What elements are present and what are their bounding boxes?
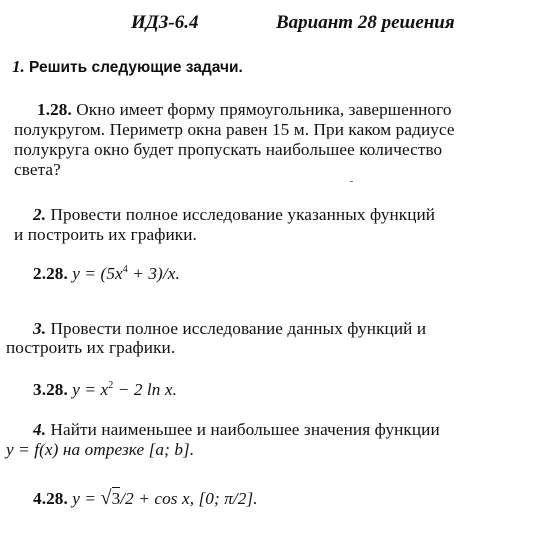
problem-1-28-line-1 [37,100,452,120]
problem-4-28-formula-right: /2 + cos x, [0; π/2]. [120,489,258,508]
task3-line-1 [33,319,426,339]
task1-heading-text: Решить следующие задачи. [29,59,243,76]
problem-3-28-formula-right: − 2 ln x. [113,380,178,399]
document-title: ИДЗ-6.4 [131,12,199,33]
task2-line-2: и построить их графики. [14,225,197,244]
problem-3-28-formula-left: y = x [72,380,109,399]
problem-1-28-line-2: полукругом. Периметр окна равен 15 м. При каком радиусе [14,120,455,139]
problem-3-28-number: 3.28. [33,380,68,399]
task3-text-1: Провести полное исследование данных функций и [50,319,427,338]
task4-number: 4. [33,420,47,439]
task2-number: 2. [33,205,47,224]
problem-1-28-text-1: Окно имеет форму прямоугольника, завершенного [76,100,452,119]
task2-text-1: Провести полное исследование указанных функций [50,205,436,224]
problem-1-28-line-4: света? [14,160,61,179]
task3-line-2: построить их графики. [6,338,176,357]
task3-number: 3. [33,319,47,338]
task1-number: 1. [12,57,25,76]
problem-2-28-formula-left: y = (5x [72,264,123,283]
speck [350,181,353,182]
problem-1-28-number: 1.28. [37,100,72,119]
problem-2-28 [33,264,180,284]
task2-line-1 [33,205,435,225]
problem-2-28-number: 2.28. [33,264,68,283]
radicand: 3 [111,489,121,508]
problem-1-28-line-3: полукруга окно будет пропускать наибольшее количество [14,140,443,159]
square-root-sign [101,487,121,510]
radical-symbol: √ [100,487,112,509]
task4-text-1: Найти наименьшее и наибольшее значения функции [50,420,440,439]
problem-4-28 [33,487,258,510]
problem-4-28-number: 4.28. [33,489,68,508]
problem-2-28-exponent: 4 [122,264,128,275]
task1-heading [12,57,243,77]
problem-2-28-formula-right: + 3)/x. [127,264,180,283]
task4-line-1 [33,420,440,440]
problem-4-28-formula-left: y = [72,489,101,508]
problem-3-28-exponent: 2 [108,380,114,391]
task4-line-2: y = f(x) на отрезке [a; b]. [6,440,195,459]
variant-label: Вариант 28 решения [276,12,455,33]
problem-3-28 [33,380,177,400]
